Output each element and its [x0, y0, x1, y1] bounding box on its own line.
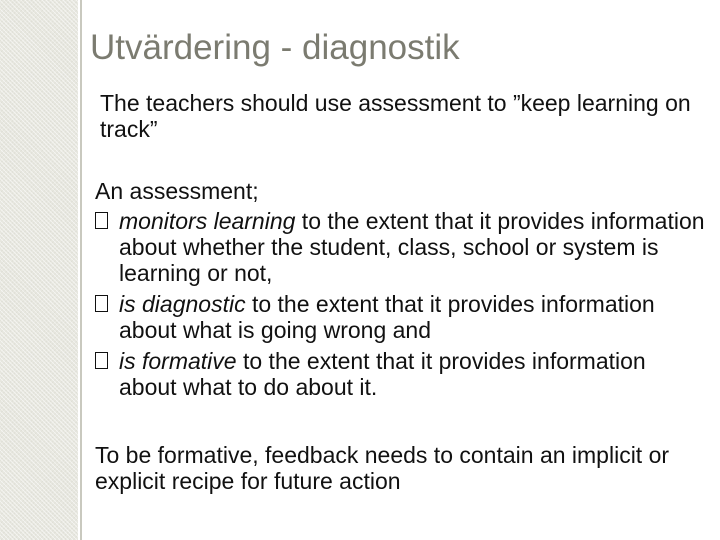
bullet-text: to the extent that it provides information about what to do about it. [119, 348, 646, 400]
bullet-text: to the extent that it provides information about whether the student, class, school or system is learning or not, [119, 208, 705, 286]
bullet-box-icon [95, 212, 108, 229]
slide-title: Utvärdering - diagnostik [90, 28, 460, 67]
bullet-list [95, 208, 705, 405]
bullet-item [95, 348, 705, 400]
bullet-emphasis: monitors learning [119, 208, 296, 234]
vertical-divider [80, 0, 82, 540]
bullet-box-icon [95, 352, 108, 369]
bullet-text: to the extent that it provides information about what is going wrong and [119, 291, 655, 343]
bullet-emphasis: is formative [119, 348, 237, 374]
bullet-emphasis: is diagnostic [119, 291, 246, 317]
bullet-item [95, 291, 705, 343]
intro-paragraph: The teachers should use assessment to ”keep learning on track” [100, 90, 691, 142]
decorative-side-band [0, 0, 78, 540]
bullet-item [95, 208, 705, 286]
lead-line: An assessment; [95, 178, 259, 204]
bullet-box-icon [95, 295, 108, 312]
closing-paragraph: To be formative, feedback needs to contain an implicit or explicit recipe for future action [95, 442, 670, 494]
